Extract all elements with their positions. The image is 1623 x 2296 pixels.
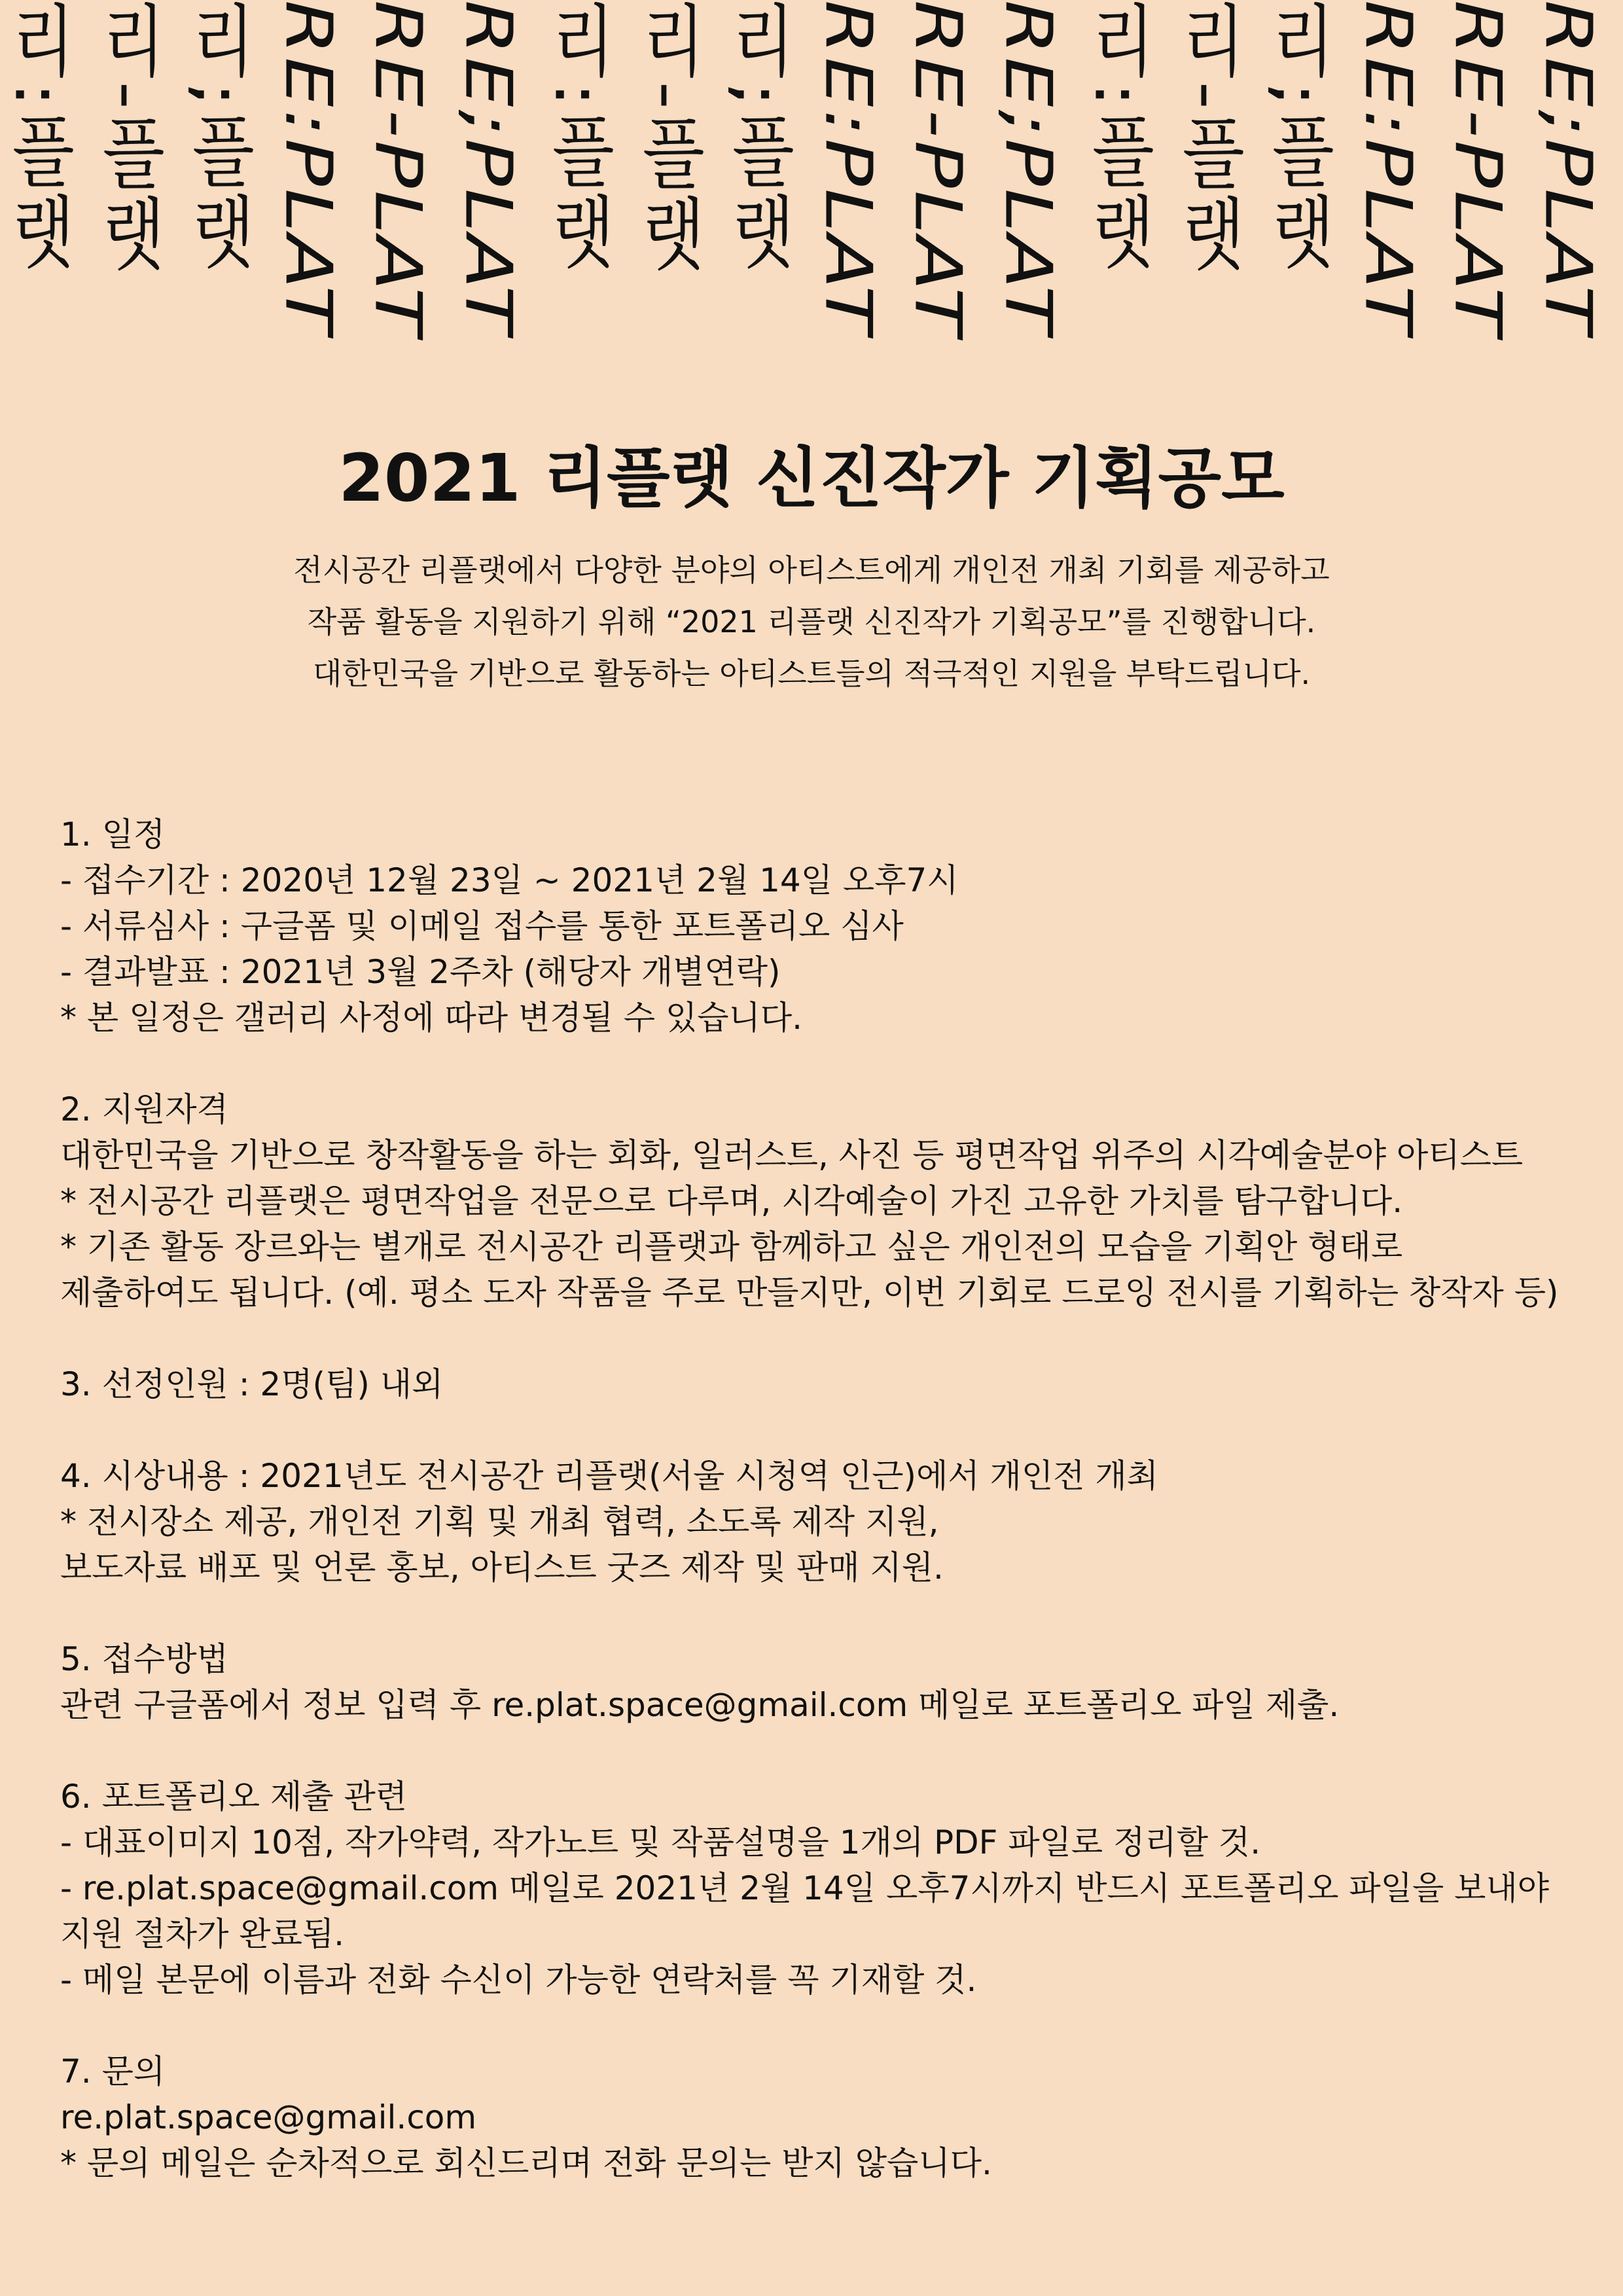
section-spacer — [60, 1316, 1585, 1361]
section-spacer — [60, 1728, 1585, 1774]
section-5 — [60, 1636, 1585, 1728]
section-line: 제출하여도 됩니다. (예. 평소 도자 작품을 주로 만들지만, 이번 기회로 드로잉 전시를 기획하는 창작자 등) — [60, 1274, 1559, 1312]
section-spacer — [60, 1407, 1585, 1453]
banner-column-7: 리-플랫 — [630, 0, 705, 275]
section-line: - 메일 본문에 이름과 전화 수신이 가능한 연락처를 꼭 기재할 것. — [60, 1961, 977, 1999]
banner-column-10: RE-PLAT — [900, 0, 975, 338]
section-1 — [60, 812, 1585, 1041]
section-heading: 3. 선정인원 : 2명(팀) 내외 — [60, 1365, 444, 1403]
contact-email: re.plat.space@gmail.com — [60, 2098, 477, 2136]
intro-line: 전시공간 리플랫에서 다양한 분야의 아티스트에게 개인전 개최 기회를 제공하고 — [293, 552, 1330, 588]
section-heading: 6. 포트폴리오 제출 관련 — [60, 1778, 408, 1816]
page-title: 2021 리플랫 신진작가 기획공모 — [338, 440, 1285, 516]
section-4 — [60, 1453, 1585, 1590]
banner-column-15: RE:PLAT — [1350, 0, 1425, 336]
intro-line: 작품 활동을 지원하기 위해 “2021 리플랫 신진작가 기획공모”를 진행합니다. — [307, 604, 1316, 639]
banner-pattern — [0, 0, 1623, 353]
section-line: 지원 절차가 완료됨. — [60, 1915, 345, 1953]
banner-column-3: RE:PLAT — [270, 0, 346, 336]
section-spacer — [60, 2003, 1585, 2049]
section-line: - 결과발표 : 2021년 3월 2주차 (해당자 개별연락) — [60, 953, 781, 991]
section-line: 보도자료 배포 및 언론 홍보, 아티스트 굿즈 제작 및 판매 지원. — [60, 1549, 944, 1587]
section-line: - 서류심사 : 구글폼 및 이메일 접수를 통한 포트폴리오 심사 — [60, 907, 904, 945]
banner-column-0: 리:플랫 — [0, 0, 75, 273]
banner-column-16: RE-PLAT — [1440, 0, 1515, 338]
banner-column-4: RE-PLAT — [360, 0, 435, 338]
section-heading: 1. 일정 — [60, 816, 166, 853]
banner-column-9: RE:PLAT — [810, 0, 885, 336]
banner-column-12: 리:플랫 — [1080, 0, 1155, 273]
section-3 — [60, 1361, 1585, 1407]
section-heading: 5. 접수방법 — [60, 1640, 228, 1678]
section-line: * 문의 메일은 순차적으로 회신드리며 전화 문의는 받지 않습니다. — [60, 2144, 992, 2182]
banner-column-13: 리-플랫 — [1170, 0, 1245, 275]
banner-column-6: 리:플랫 — [540, 0, 615, 273]
banner-column-1: 리-플랫 — [90, 0, 166, 275]
section-line: * 본 일정은 갤러리 사정에 따라 변경될 수 있습니다. — [60, 999, 803, 1037]
section-heading: 4. 시상내용 : 2021년도 전시공간 리플랫(서울 시청역 인근)에서 개인전 개최 — [60, 1457, 1158, 1495]
section-line: - 접수기간 : 2020년 12월 23일 ~ 2021년 2월 14일 오후7시 — [60, 861, 959, 899]
banner-column-8: 리;플랫 — [720, 0, 795, 273]
section-spacer — [60, 1590, 1585, 1636]
banner-column-5: RE;PLAT — [450, 0, 526, 336]
banner-column-11: RE;PLAT — [990, 0, 1065, 336]
section-line: * 전시공간 리플랫은 평면작업을 전문으로 다루며, 시각예술이 가진 고유한 가치를 탐구합니다. — [60, 1182, 1403, 1220]
banner-column-2: 리;플랫 — [180, 0, 255, 273]
intro-line: 대한민국을 기반으로 활동하는 아티스트들의 적극적인 지원을 부탁드립니다. — [312, 656, 1311, 691]
section-7 — [60, 2049, 1585, 2186]
section-heading: 2. 지원자격 — [60, 1090, 228, 1128]
section-line: - 대표이미지 10점, 작가약력, 작가노트 및 작품설명을 1개의 PDF 파일로 정리할 것. — [60, 1823, 1261, 1861]
section-spacer — [60, 1041, 1585, 1086]
section-6 — [60, 1774, 1585, 2003]
banner-column-17: RE;PLAT — [1530, 0, 1605, 336]
section-line: - re.plat.space@gmail.com 메일로 2021년 2월 14일 오후7시까지 반드시 포트폴리오 파일을 보내야 — [60, 1869, 1550, 1907]
announcement-body — [60, 812, 1585, 2186]
section-line: * 기존 활동 장르와는 별개로 전시공간 리플랫과 함께하고 싶은 개인전의 모습을 기획안 형태로 — [60, 1228, 1403, 1266]
section-heading: 7. 문의 — [60, 2053, 166, 2090]
section-line: 대한민국을 기반으로 창작활동을 하는 회화, 일러스트, 사진 등 평면작업 위주의 시각예술분야 아티스트 — [60, 1136, 1524, 1174]
banner-column-14: 리;플랫 — [1260, 0, 1335, 273]
section-line: * 전시장소 제공, 개인전 기획 및 개최 협력, 소도록 제작 지원, — [60, 1503, 939, 1541]
intro-paragraph — [0, 545, 1623, 700]
section-line: 관련 구글폼에서 정보 입력 후 re.plat.space@gmail.com 메일로 포트폴리오 파일 제출. — [60, 1686, 1340, 1724]
section-2 — [60, 1086, 1585, 1316]
